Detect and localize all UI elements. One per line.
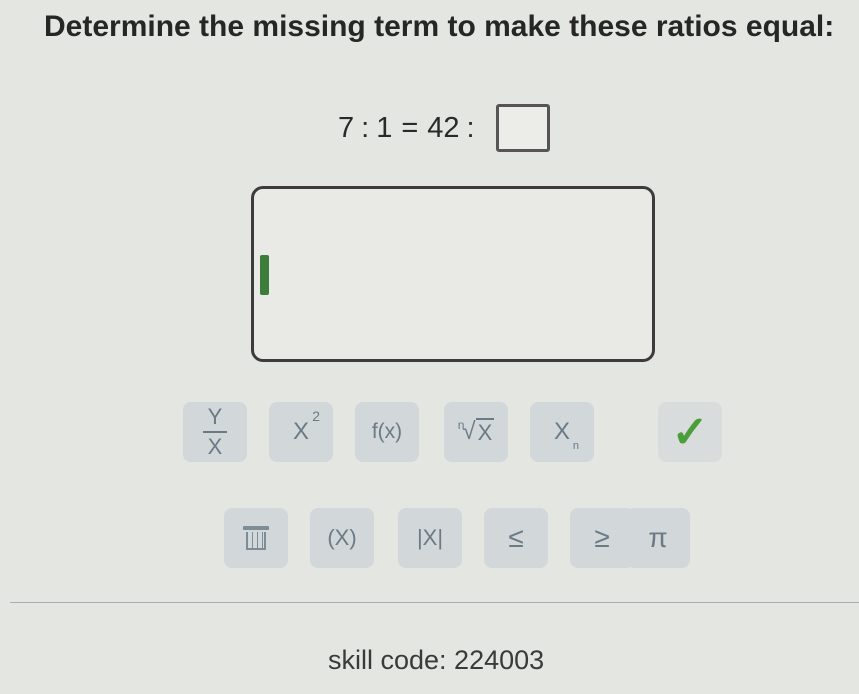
subscript-button[interactable] [530, 402, 594, 462]
pi-label: π [648, 522, 668, 553]
square-icon [292, 408, 320, 446]
parentheses-label: (X) [327, 525, 357, 550]
root-radicand: X [477, 420, 493, 445]
question-text: Determine the missing term to make these ratios equal: [44, 10, 835, 43]
nth-root-button[interactable] [444, 402, 508, 462]
greater-equal-button[interactable] [570, 508, 634, 568]
function-button[interactable] [355, 402, 419, 462]
ratio-colon-1: : [361, 111, 370, 144]
clear-button[interactable] [224, 508, 288, 568]
function-label: f(x) [371, 420, 403, 443]
less-equal-label: ≤ [508, 522, 524, 553]
fraction-button[interactable] [183, 402, 247, 462]
ratio-equation [338, 104, 550, 152]
subscript-icon [553, 418, 579, 452]
square-base: X [292, 418, 309, 445]
fraction-numerator: Y [207, 404, 223, 429]
fraction-icon [203, 406, 227, 458]
missing-term-placeholder [496, 104, 550, 152]
submit-check-button[interactable] [658, 402, 722, 462]
subscript-index: n [572, 440, 579, 452]
parentheses-button[interactable] [310, 508, 374, 568]
greater-equal-label: ≥ [594, 522, 610, 553]
divider [10, 602, 859, 603]
square-exponent: 2 [312, 408, 320, 424]
trash-icon [243, 526, 269, 550]
pi-button[interactable] [626, 508, 690, 568]
square-button[interactable] [269, 402, 333, 462]
equals-sign: = [401, 111, 419, 144]
answer-input[interactable] [251, 186, 655, 362]
ratio-term-a: 7 [338, 111, 355, 144]
absolute-value-label: |X| [416, 525, 444, 550]
subscript-base: X [553, 418, 570, 445]
fraction-denominator: X [207, 434, 223, 459]
ratio-term-c: 42 [427, 111, 460, 144]
root-index: n [457, 418, 465, 432]
ratio-colon-2: : [466, 111, 475, 144]
nth-root-icon: n √ X [457, 418, 493, 445]
absolute-value-button[interactable] [398, 508, 462, 568]
skill-code: skill code: 224003 [328, 645, 545, 675]
less-equal-button[interactable] [484, 508, 548, 568]
checkmark-icon: ✓ [671, 407, 709, 457]
ratio-term-b: 1 [376, 111, 393, 144]
text-cursor [260, 255, 269, 295]
